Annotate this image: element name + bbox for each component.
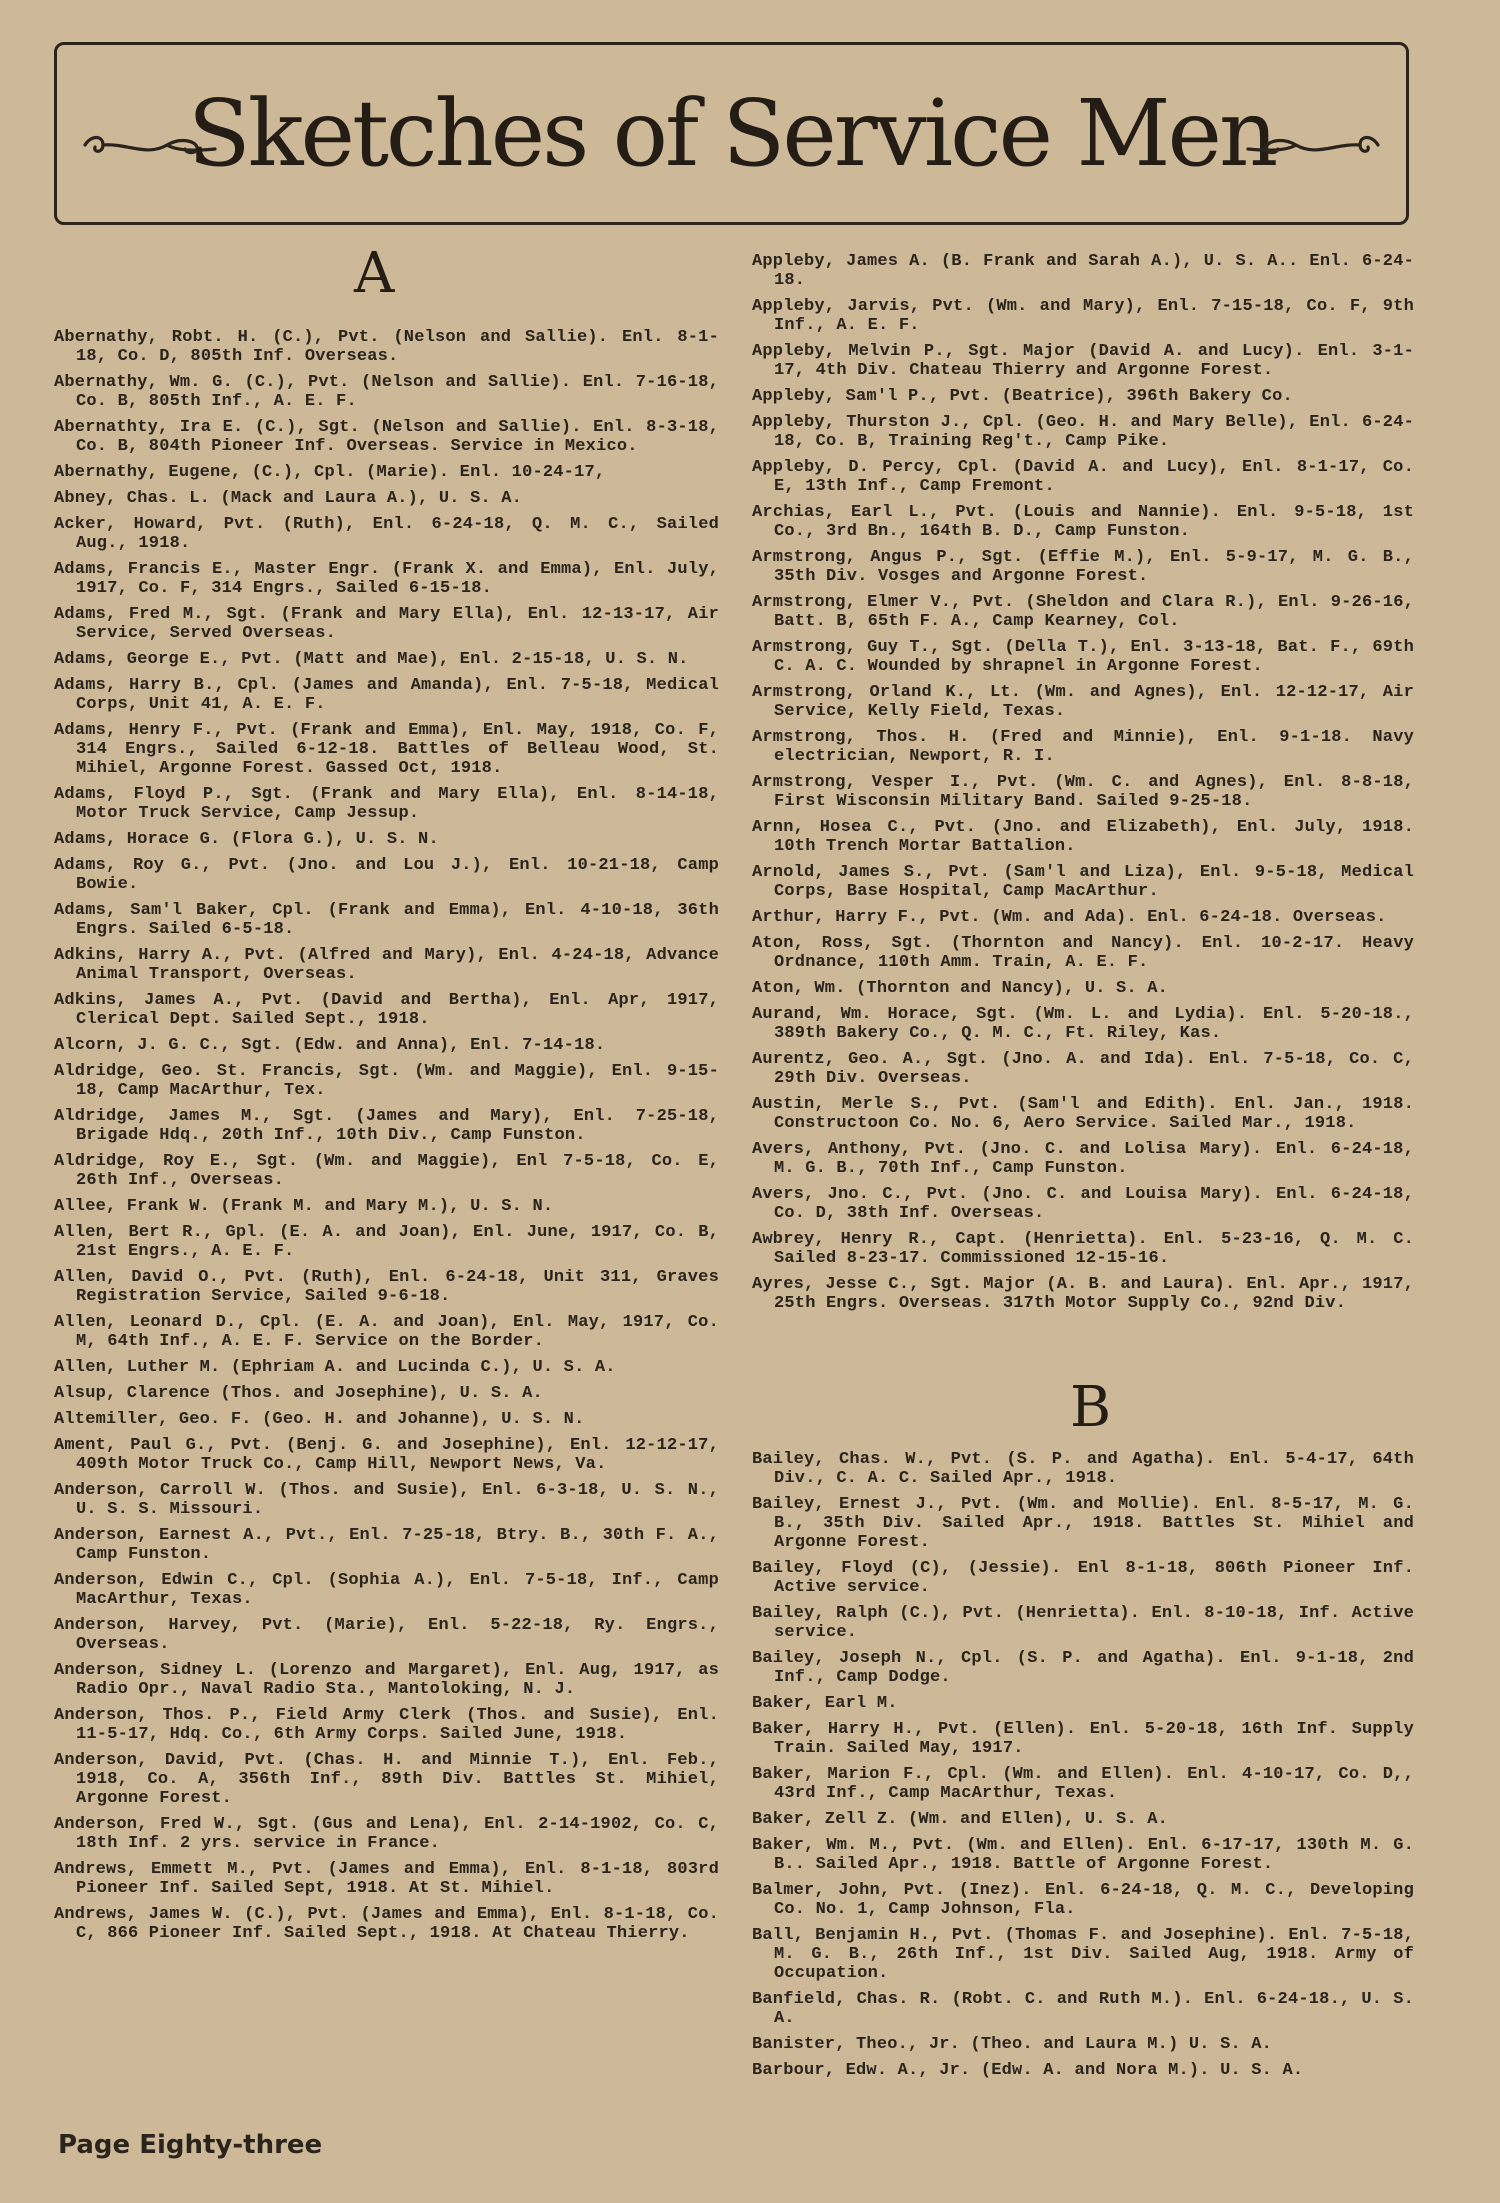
roster-entry: Aurentz, Geo. A., Sgt. (Jno. A. and Ida). Enl. 7-5-18, Co. C, 29th Div. Overseas. — [752, 1050, 1414, 1088]
roster-entry: Arnn, Hosea C., Pvt. (Jno. and Elizabeth), Enl. July, 1918. 10th Trench Mortar Battalion. — [752, 818, 1414, 856]
roster-entry: Andrews, Emmett M., Pvt. (James and Emma), Enl. 8-1-18, 803rd Pioneer Inf. Sailed Sept, 1918. At St. Mihiel. — [54, 1860, 719, 1898]
roster-entry: Armstrong, Elmer V., Pvt. (Sheldon and Clara R.), Enl. 9-26-16, Batt. B, 65th F. A., Camp Kearney, Col. — [752, 593, 1414, 631]
roster-entry: Armstrong, Vesper I., Pvt. (Wm. C. and Agnes), Enl. 8-8-18, First Wisconsin Military Band. Sailed 9-25-18. — [752, 773, 1414, 811]
roster-entry: Baker, Harry H., Pvt. (Ellen). Enl. 5-20-18, 16th Inf. Supply Train. Sailed May, 1917. — [752, 1720, 1414, 1758]
roster-entry: Adams, Floyd P., Sgt. (Frank and Mary Ella), Enl. 8-14-18, Motor Truck Service, Camp Jessup. — [54, 785, 719, 823]
roster-entry: Adams, Sam'l Baker, Cpl. (Frank and Emma), Enl. 4-10-18, 36th Engrs. Sailed 6-5-18. — [54, 901, 719, 939]
roster-entry: Aldridge, James M., Sgt. (James and Mary), Enl. 7-25-18, Brigade Hdq., 20th Inf., 10th Div., Camp Funston. — [54, 1107, 719, 1145]
roster-entry: Adkins, Harry A., Pvt. (Alfred and Mary), Enl. 4-24-18, Advance Animal Transport, Overseas. — [54, 946, 719, 984]
roster-entry: Abernathy, Robt. H. (C.), Pvt. (Nelson and Sallie). Enl. 8-1-18, Co. D, 805th Inf. Overseas. — [54, 328, 719, 366]
roster-entry: Allen, Leonard D., Cpl. (E. A. and Joan), Enl. May, 1917, Co. M, 64th Inf., A. E. F. Service on the Border. — [54, 1313, 719, 1351]
roster-entry: Acker, Howard, Pvt. (Ruth), Enl. 6-24-18, Q. M. C., Sailed Aug., 1918. — [54, 515, 719, 553]
roster-entry: Adams, Henry F., Pvt. (Frank and Emma), Enl. May, 1918, Co. F, 314 Engrs., Sailed 6-12-18. Battles of Belleau Wood, St. Mihiel, Argonne Forest. Gassed Oct, 1918. — [54, 721, 719, 778]
roster-entry: Arnold, James S., Pvt. (Sam'l and Liza), Enl. 9-5-18, Medical Corps, Base Hospital, Camp MacArthur. — [752, 863, 1414, 901]
roster-entry: Adams, Roy G., Pvt. (Jno. and Lou J.), Enl. 10-21-18, Camp Bowie. — [54, 856, 719, 894]
roster-entry: Awbrey, Henry R., Capt. (Henrietta). Enl. 5-23-16, Q. M. C. Sailed 8-23-17. Commissioned 12-15-16. — [752, 1230, 1414, 1268]
roster-entry: Allee, Frank W. (Frank M. and Mary M.), U. S. N. — [54, 1197, 554, 1216]
roster-entry: Ball, Benjamin H., Pvt. (Thomas F. and Josephine). Enl. 7-5-18, M. G. B., 26th Inf., 1st Div. Sailed Aug, 1918. Army of Occupation. — [752, 1926, 1414, 1983]
roster-entry: Armstrong, Guy T., Sgt. (Della T.), Enl. 3-13-18, Bat. F., 69th C. A. C. Wounded by shrapnel in Argonne Forest. — [752, 638, 1414, 676]
page-number-label: Page Eighty-three — [58, 2130, 323, 2160]
roster-entry: Andrews, James W. (C.), Pvt. (James and Emma), Enl. 8-1-18, Co. C, 866 Pioneer Inf. Sailed Sept., 1918. At Chateau Thierry. — [54, 1905, 719, 1943]
roster-entry: Balmer, John, Pvt. (Inez). Enl. 6-24-18, Q. M. C., Developing Co. No. 1, Camp Johnson, Fla. — [752, 1881, 1414, 1919]
roster-entry: Avers, Anthony, Pvt. (Jno. C. and Lolisa Mary). Enl. 6-24-18, M. G. B., 70th Inf., Camp Funston. — [752, 1140, 1414, 1178]
roster-entry: Allen, David O., Pvt. (Ruth), Enl. 6-24-18, Unit 311, Graves Registration Service, Sailed 9-6-18. — [54, 1268, 719, 1306]
roster-entry: Avers, Jno. C., Pvt. (Jno. C. and Louisa Mary). Enl. 6-24-18, Co. D, 38th Inf. Overseas. — [752, 1185, 1414, 1223]
title-banner — [54, 42, 1409, 225]
section-letter-b: B — [1070, 1375, 1112, 1440]
roster-entry: Baker, Marion F., Cpl. (Wm. and Ellen). Enl. 4-10-17, Co. D,, 43rd Inf., Camp MacArthur, Texas. — [752, 1765, 1414, 1803]
roster-entry: Banfield, Chas. R. (Robt. C. and Ruth M.). Enl. 6-24-18., U. S. A. — [752, 1990, 1414, 2028]
roster-entry: Bailey, Ralph (C.), Pvt. (Henrietta). Enl. 8-10-18, Inf. Active service. — [752, 1604, 1414, 1642]
roster-entry: Alsup, Clarence (Thos. and Josephine), U. S. A. — [54, 1384, 543, 1403]
right-entry-list-a — [752, 252, 1414, 1320]
roster-entry: Aurand, Wm. Horace, Sgt. (Wm. L. and Lydia). Enl. 5-20-18., 389th Bakery Co., Q. M. C., Ft. Riley, Kas. — [752, 1005, 1414, 1043]
roster-entry: Archias, Earl L., Pvt. (Louis and Nannie). Enl. 9-5-18, 1st Co., 3rd Bn., 164th B. D., Camp Funston. — [752, 503, 1414, 541]
roster-entry: Banister, Theo., Jr. (Theo. and Laura M.) U. S. A. — [752, 2035, 1273, 2054]
roster-entry: Anderson, Earnest A., Pvt., Enl. 7-25-18, Btry. B., 30th F. A., Camp Funston. — [54, 1526, 719, 1564]
roster-entry: Abernathy, Wm. G. (C.), Pvt. (Nelson and Sallie). Enl. 7-16-18, Co. B, 805th Inf., A. E. F. — [54, 373, 719, 411]
roster-entry: Armstrong, Thos. H. (Fred and Minnie), Enl. 9-1-18. Navy electrician, Newport, R. I. — [752, 728, 1414, 766]
roster-entry: Adams, Horace G. (Flora G.), U. S. N. — [54, 830, 439, 849]
roster-entry: Armstrong, Angus P., Sgt. (Effie M.), Enl. 5-9-17, M. G. B., 35th Div. Vosges and Argonne Forest. — [752, 548, 1414, 586]
roster-entry: Baker, Zell Z. (Wm. and Ellen), U. S. A. — [752, 1810, 1169, 1829]
roster-entry: Appleby, James A. (B. Frank and Sarah A.), U. S. A.. Enl. 6-24-18. — [752, 252, 1414, 290]
roster-entry: Ament, Paul G., Pvt. (Benj. G. and Josephine), Enl. 12-12-17, 409th Motor Truck Co., Camp Hill, Newport News, Va. — [54, 1436, 719, 1474]
roster-entry: Anderson, Carroll W. (Thos. and Susie), Enl. 6-3-18, U. S. N., U. S. S. Missouri. — [54, 1481, 719, 1519]
roster-entry: Ayres, Jesse C., Sgt. Major (A. B. and Laura). Enl. Apr., 1917, 25th Engrs. Overseas. 317th Motor Supply Co., 92nd Div. — [752, 1275, 1414, 1313]
left-entry-list — [54, 328, 719, 1950]
roster-entry: Allen, Bert R., Gpl. (E. A. and Joan), Enl. June, 1917, Co. B, 21st Engrs., A. E. F. — [54, 1223, 719, 1261]
section-letter-a: A — [354, 241, 395, 306]
roster-entry: Appleby, D. Percy, Cpl. (David A. and Lucy), Enl. 8-1-17, Co. E, 13th Inf., Camp Fremont. — [752, 458, 1414, 496]
roster-entry: Appleby, Thurston J., Cpl. (Geo. H. and Mary Belle), Enl. 6-24-18, Co. B, Training Reg't., Camp Pike. — [752, 413, 1414, 451]
roster-entry: Adams, Harry B., Cpl. (James and Amanda), Enl. 7-5-18, Medical Corps, Unit 41, A. E. F. — [54, 676, 719, 714]
roster-entry: Aton, Ross, Sgt. (Thornton and Nancy). Enl. 10-2-17. Heavy Ordnance, 110th Amm. Train, A. E. F. — [752, 934, 1414, 972]
roster-entry: Anderson, Edwin C., Cpl. (Sophia A.), Enl. 7-5-18, Inf., Camp MacArthur, Texas. — [54, 1571, 719, 1609]
roster-entry: Bailey, Joseph N., Cpl. (S. P. and Agatha). Enl. 9-1-18, 2nd Inf., Camp Dodge. — [752, 1649, 1414, 1687]
roster-entry: Adams, Francis E., Master Engr. (Frank X. and Emma), Enl. July, 1917, Co. F, 314 Engrs., Sailed 6-15-18. — [54, 560, 719, 598]
roster-entry: Abernathy, Eugene, (C.), Cpl. (Marie). Enl. 10-24-17, — [54, 463, 606, 482]
roster-entry: Bailey, Ernest J., Pvt. (Wm. and Mollie). Enl. 8-5-17, M. G. B., 35th Div. Sailed Apr., 1918. Battles St. Mihiel and Argonne Forest. — [752, 1495, 1414, 1552]
roster-entry: Altemiller, Geo. F. (Geo. H. and Johanne), U. S. N. — [54, 1410, 585, 1429]
roster-entry: Appleby, Sam'l P., Pvt. (Beatrice), 396th Bakery Co. — [752, 387, 1293, 406]
roster-entry: Abney, Chas. L. (Mack and Laura A.), U. S. A. — [54, 489, 523, 508]
roster-entry: Appleby, Jarvis, Pvt. (Wm. and Mary), Enl. 7-15-18, Co. F, 9th Inf., A. E. F. — [752, 297, 1414, 335]
roster-entry: Adkins, James A., Pvt. (David and Bertha), Enl. Apr, 1917, Clerical Dept. Sailed Sept., 1918. — [54, 991, 719, 1029]
roster-entry: Armstrong, Orland K., Lt. (Wm. and Agnes), Enl. 12-12-17, Air Service, Kelly Field, Texas. — [752, 683, 1414, 721]
roster-entry: Aldridge, Roy E., Sgt. (Wm. and Maggie), Enl 7-5-18, Co. E, 26th Inf., Overseas. — [54, 1152, 719, 1190]
roster-entry: Abernathty, Ira E. (C.), Sgt. (Nelson and Sallie). Enl. 8-3-18, Co. B, 804th Pioneer Inf. Overseas. Service in Mexico. — [54, 418, 719, 456]
right-flourish-ornament — [1236, 121, 1386, 171]
roster-entry: Appleby, Melvin P., Sgt. Major (David A. and Lucy). Enl. 3-1-17, 4th Div. Chateau Thierry and Argonne Forest. — [752, 342, 1414, 380]
roster-entry: Barbour, Edw. A., Jr. (Edw. A. and Nora M.). U. S. A. — [752, 2061, 1304, 2080]
roster-entry: Anderson, Sidney L. (Lorenzo and Margaret), Enl. Aug, 1917, as Radio Opr., Naval Radio Sta., Mantoloking, N. J. — [54, 1661, 719, 1699]
roster-entry: Alcorn, J. G. C., Sgt. (Edw. and Anna), Enl. 7-14-18. — [54, 1036, 606, 1055]
roster-entry: Bailey, Floyd (C), (Jessie). Enl 8-1-18, 806th Pioneer Inf. Active service. — [752, 1559, 1414, 1597]
page-title: Sketches of Service Men — [187, 80, 1276, 187]
roster-entry: Aldridge, Geo. St. Francis, Sgt. (Wm. and Maggie), Enl. 9-15-18, Camp MacArthur, Tex. — [54, 1062, 719, 1100]
roster-entry: Bailey, Chas. W., Pvt. (S. P. and Agatha). Enl. 5-4-17, 64th Div., C. A. C. Sailed Apr., 1918. — [752, 1450, 1414, 1488]
roster-entry: Baker, Earl M. — [752, 1694, 898, 1713]
roster-entry: Anderson, Harvey, Pvt. (Marie), Enl. 5-22-18, Ry. Engrs., Overseas. — [54, 1616, 719, 1654]
roster-entry: Arthur, Harry F., Pvt. (Wm. and Ada). Enl. 6-24-18. Overseas. — [752, 908, 1387, 927]
roster-entry: Aton, Wm. (Thornton and Nancy), U. S. A. — [752, 979, 1169, 998]
roster-entry: Baker, Wm. M., Pvt. (Wm. and Ellen). Enl. 6-17-17, 130th M. G. B.. Sailed Apr., 1918. Battle of Argonne Forest. — [752, 1836, 1414, 1874]
roster-entry: Allen, Luther M. (Ephriam A. and Lucinda C.), U. S. A. — [54, 1358, 616, 1377]
roster-entry: Adams, George E., Pvt. (Matt and Mae), Enl. 2-15-18, U. S. N. — [54, 650, 689, 669]
roster-entry: Anderson, Thos. P., Field Army Clerk (Thos. and Susie), Enl. 11-5-17, Hdq. Co., 6th Army Corps. Sailed June, 1918. — [54, 1706, 719, 1744]
right-entry-list-b — [752, 1450, 1414, 2087]
roster-entry: Anderson, Fred W., Sgt. (Gus and Lena), Enl. 2-14-1902, Co. C, 18th Inf. 2 yrs. service in France. — [54, 1815, 719, 1853]
roster-entry: Adams, Fred M., Sgt. (Frank and Mary Ella), Enl. 12-13-17, Air Service, Served Overseas. — [54, 605, 719, 643]
roster-entry: Austin, Merle S., Pvt. (Sam'l and Edith). Enl. Jan., 1918. Constructoon Co. No. 6, Aero Service. Sailed Mar., 1918. — [752, 1095, 1414, 1133]
roster-entry: Anderson, David, Pvt. (Chas. H. and Minnie T.), Enl. Feb., 1918, Co. A, 356th Inf., 89th Div. Battles St. Mihiel, Argonne Forest. — [54, 1751, 719, 1808]
